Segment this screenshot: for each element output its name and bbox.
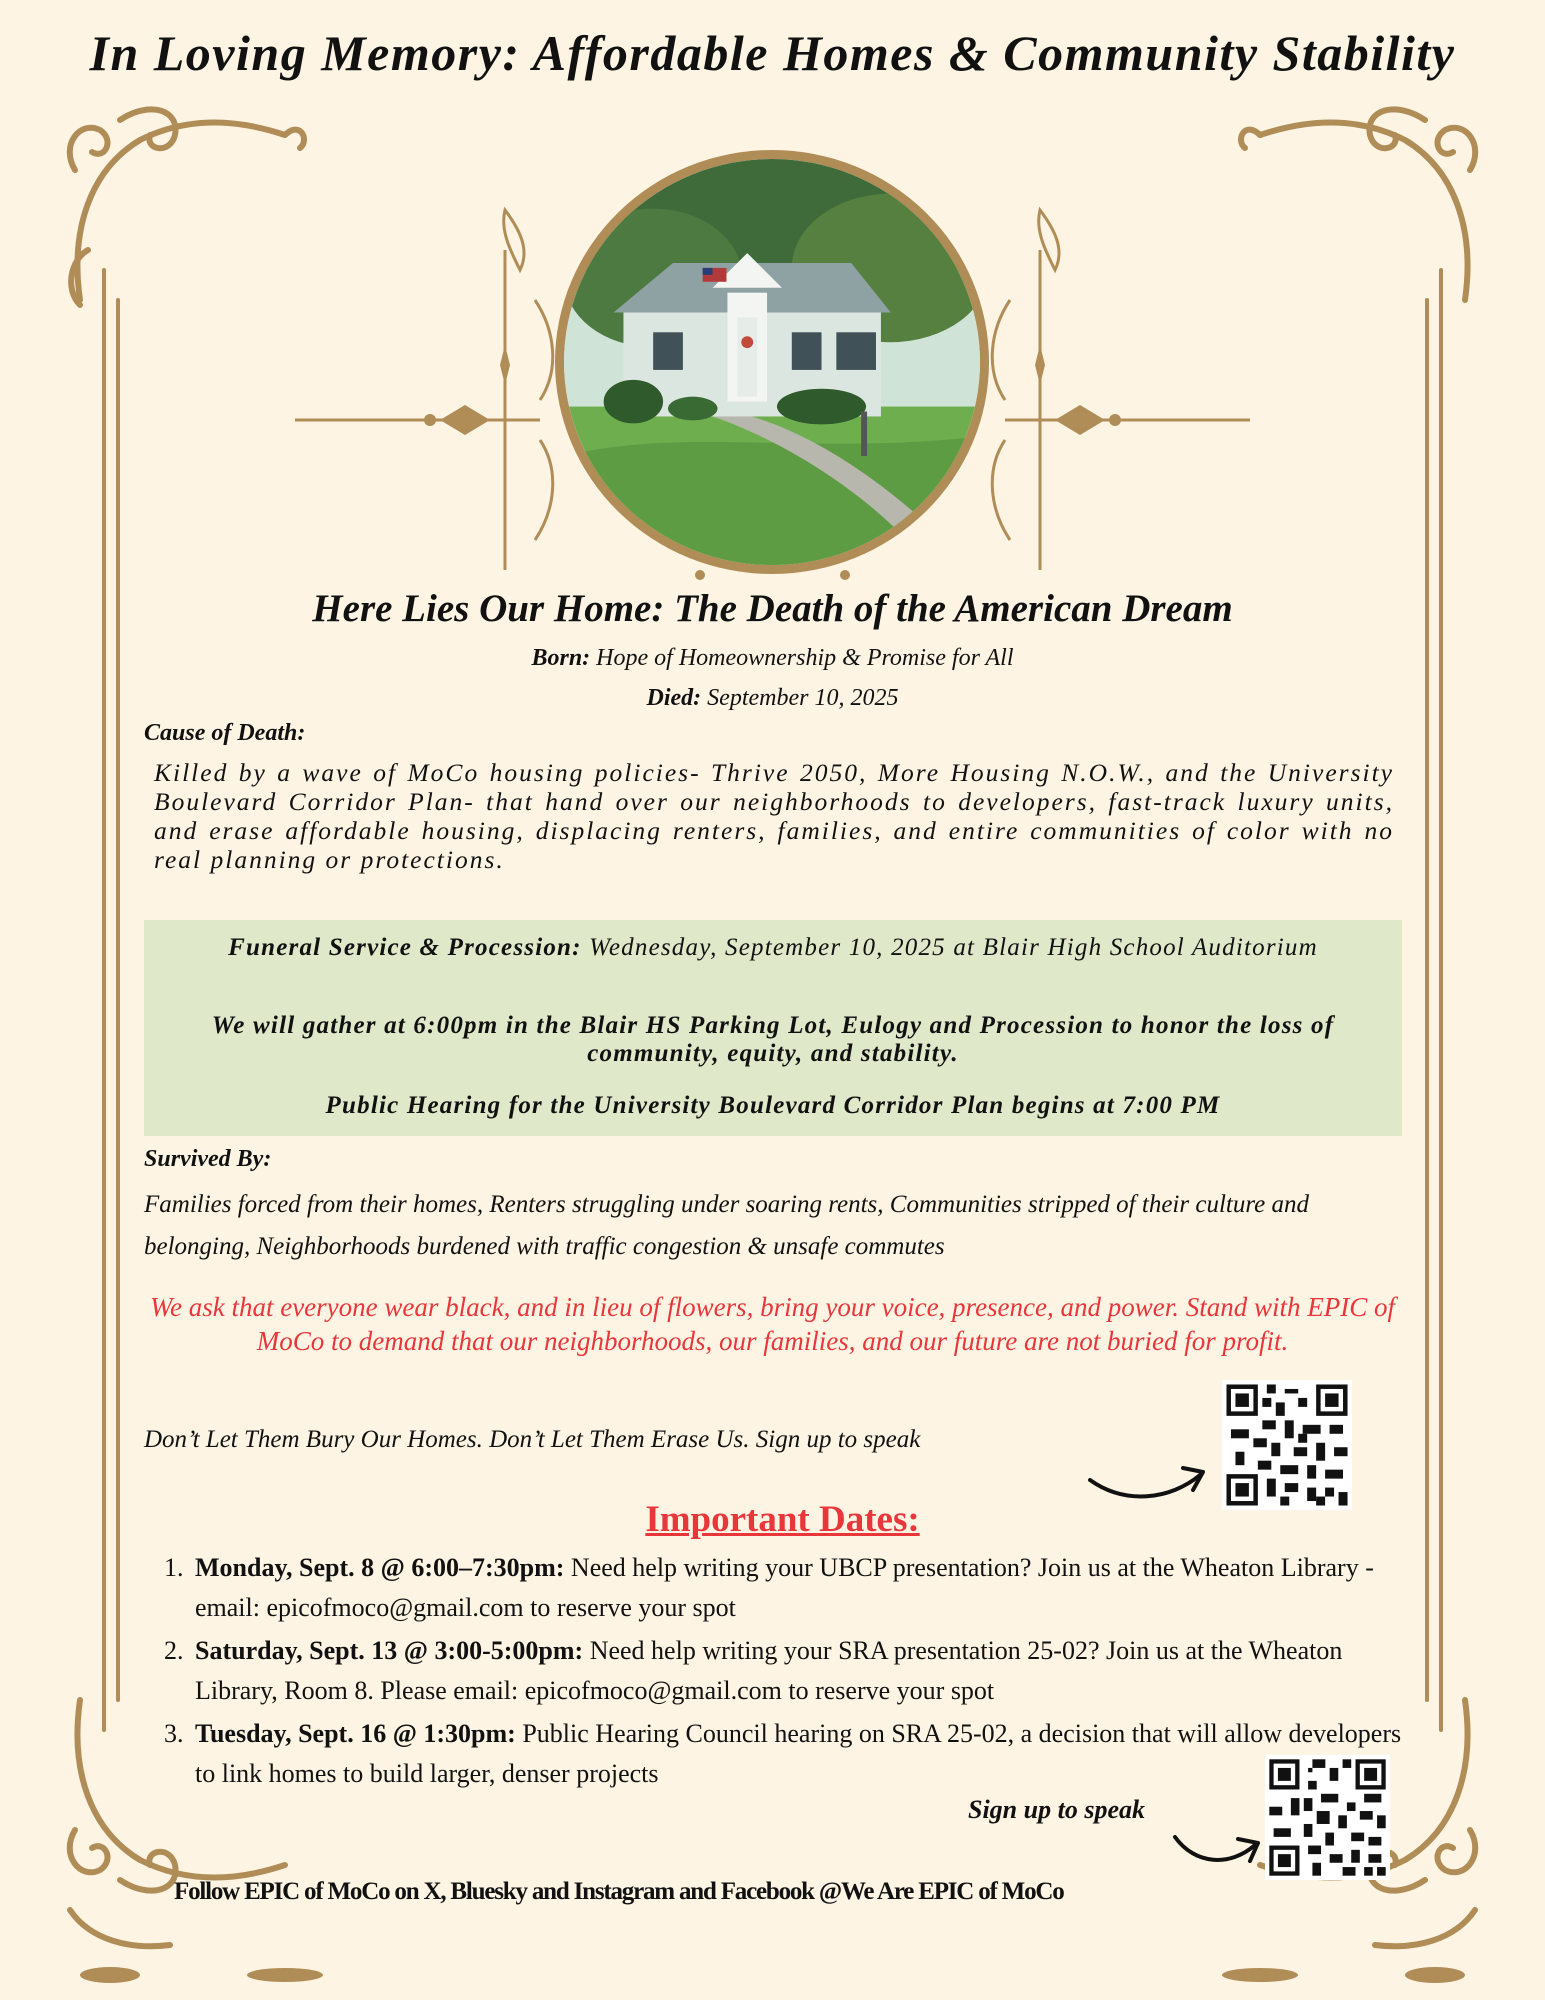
gather-text: We will gather at 6:00pm in the Blair HS Parking Lot, Eulogy and Procession to honor the loss of community, equity, and stability. xyxy=(211,1012,1335,1067)
service-label: Funeral Service & Procession: xyxy=(228,934,582,961)
date-when: Saturday, Sept. 13 @ 3:00-5:00pm: xyxy=(195,1636,584,1665)
appeal-text: We ask that everyone wear black, and in lieu of flowers, bring your voice, presence, and power. Stand with EPIC of MoCo to demand that our neighborhoods, our families, and our future are not buried for profit. xyxy=(149,1292,1396,1356)
page-title: In Loving Memory: Affordable Homes & Community Stability xyxy=(89,25,1456,81)
list-number: 1. xyxy=(164,1553,184,1582)
survived-text: Families forced from their homes, Renters struggling under soaring rents, Communities stripped of their culture and belonging, Neighborhoods burdened with traffic congestion & unsafe commutes xyxy=(144,1191,1309,1260)
service-value: Wednesday, September 10, 2025 at Blair High School Auditorium xyxy=(589,934,1318,961)
date-text: Public Hearing Council hearing on SRA 25-02, a decision that will allow developers to link homes to build larger, denser projects xyxy=(195,1719,1402,1788)
service-line xyxy=(150,934,1396,962)
qr-code-icon[interactable] xyxy=(1265,1755,1390,1880)
house-photo xyxy=(555,150,989,574)
born-value: Hope of Homeownership & Promise for All xyxy=(596,645,1014,671)
date-text: Need help writing your SRA presentation 25-02? Join us at the Wheaton Library, Room 8. Please email: epicofmoco@gmail.com to reserve your spot xyxy=(195,1636,1343,1705)
list-item xyxy=(164,1714,1404,1794)
born-label: Born: xyxy=(531,645,591,671)
sign-up-prompt: Don’t Let Them Bury Our Homes. Don’t Let Them Erase Us. Sign up to speak xyxy=(144,1426,921,1453)
memorial-heading: Here Lies Our Home: The Death of the American Dream xyxy=(312,587,1233,630)
list-item xyxy=(164,1548,1404,1628)
house-illustration xyxy=(564,159,980,565)
born-line xyxy=(0,645,1545,672)
list-number: 3. xyxy=(164,1719,184,1748)
cause-text: Killed by a wave of MoCo housing policies- Thrive 2050, More Housing N.O.W., and the University Boulevard Corridor Plan- that hand over our neighborhoods to developers, fast-track luxury units, and erase affordable housing, displacing renters, families, and entire communities of color with no real planning or protections. xyxy=(154,758,1394,874)
qr-code-icon[interactable] xyxy=(1222,1380,1352,1510)
list-item xyxy=(164,1631,1404,1711)
arrow-icon xyxy=(1170,1815,1265,1875)
died-line xyxy=(0,685,1545,712)
date-text: Need help writing your UBCP presentation? Join us at the Wheaton Library - email: epicofmoco@gmail.com to reserve your spot xyxy=(195,1553,1374,1622)
date-when: Monday, Sept. 8 @ 6:00–7:30pm: xyxy=(195,1553,565,1582)
cause-label: Cause of Death: xyxy=(144,720,306,746)
date-when: Tuesday, Sept. 16 @ 1:30pm: xyxy=(195,1719,516,1748)
died-label: Died: xyxy=(646,685,702,711)
died-value: September 10, 2025 xyxy=(707,685,899,711)
important-dates-list xyxy=(164,1548,1404,1797)
list-number: 2. xyxy=(164,1636,184,1665)
sign-up-label: Sign up to speak xyxy=(968,1795,1145,1824)
important-dates-title: Important Dates: xyxy=(645,1499,920,1540)
hearing-text: Public Hearing for the University Boulevard Corridor Plan begins at 7:00 PM xyxy=(325,1092,1221,1119)
survived-label: Survived By: xyxy=(144,1146,272,1172)
follow-social-text: Follow EPIC of MoCo on X, Bluesky and Instagram and Facebook @We Are EPIC of MoCo xyxy=(174,1878,1064,1905)
